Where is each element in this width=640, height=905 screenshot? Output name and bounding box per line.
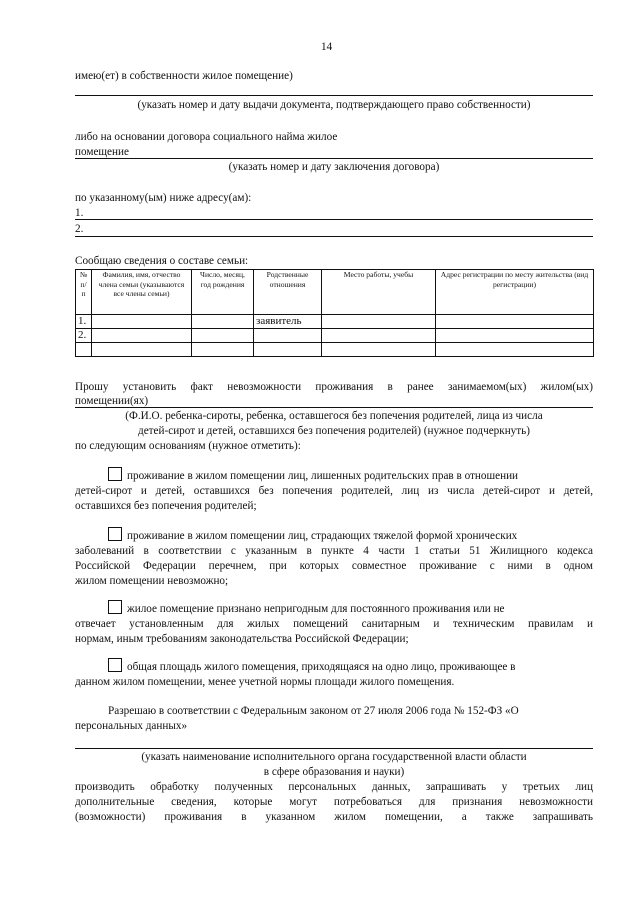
ownership-input-line[interactable]	[75, 95, 593, 96]
column-header-relation: Родственные отношения	[254, 270, 322, 315]
ownership-label: имею(ет) в собственности жилое помещение)	[75, 70, 293, 82]
family-table	[75, 269, 594, 357]
table-cell[interactable]	[92, 315, 192, 329]
table-cell: 2.	[76, 329, 92, 343]
column-header-workplace: Место работы, учебы	[322, 270, 436, 315]
request-line-2: помещении(ях)	[75, 395, 149, 407]
column-header-number: № п/ п	[76, 270, 92, 315]
ground-4-checkbox[interactable]	[108, 658, 122, 672]
child-name-caption-1: (Ф.И.О. ребенка-сироты, ребенка, оставшегося без попечения родителей, лица из числа	[125, 410, 543, 422]
page-number: 14	[321, 41, 333, 53]
ground-4-text-1: общая площадь жилого помещения, приходящаяся на одно лицо, проживающее в	[127, 661, 516, 673]
column-header-birth-date: Число, месяц, год рождения	[192, 270, 254, 315]
column-header-full-name: Фамилия, имя, отчество члена семьи (указываются все члены семьи)	[92, 270, 192, 315]
ground-1-checkbox[interactable]	[108, 467, 122, 481]
consent-body-2: дополнительные сведения, которые могут потребоваться для признания невозможности	[75, 796, 593, 808]
lease-label-line2: помещение	[75, 146, 129, 158]
authority-caption-1: (указать наименование исполнительного органа государственной власти области	[141, 751, 527, 763]
address-item-2: 2.	[75, 223, 84, 235]
address-input-line-2[interactable]	[75, 236, 593, 237]
lease-input-line[interactable]	[75, 158, 593, 159]
child-name-caption-2: детей-сирот и детей, оставшихся без попечения родителей) (нужное подчеркнуть)	[138, 425, 530, 437]
ground-1-text-1: проживание в жилом помещении лиц, лишенных родительских прав в отношении	[127, 470, 519, 482]
address-label: по указанному(ым) ниже адресу(ам):	[75, 192, 252, 204]
table-cell[interactable]	[192, 329, 254, 343]
request-line-1: Прошу установить факт невозможности проживания в ранее занимаемом(ых) жилом(ых)	[75, 381, 593, 393]
address-item-1: 1.	[75, 207, 84, 219]
lease-caption: (указать номер и дату заключения договора)	[228, 161, 440, 173]
consent-body-1: производить обработку полученных персональных данных, запрашивать у третьих лиц	[75, 781, 593, 793]
table-cell: 1.	[76, 315, 92, 329]
table-cell[interactable]	[436, 343, 594, 357]
consent-body-3: (возможности) проживания в указанном жилом помещении, а также запрашивать	[75, 811, 593, 823]
ground-2-checkbox[interactable]	[108, 527, 122, 541]
child-name-input-line[interactable]	[75, 407, 593, 408]
ground-1-text-2: детей-сирот и детей, оставшихся без попечения родителей, лиц из числа детей-сирот и детей,	[75, 485, 593, 497]
grounds-label: по следующим основаниям (нужное отметить):	[75, 440, 301, 452]
lease-label-line1: либо на основании договора социального найма жилое	[75, 131, 338, 143]
table-cell[interactable]	[192, 315, 254, 329]
ownership-caption: (указать номер и дату выдачи документа, подтверждающего право собственности)	[137, 99, 531, 111]
address-input-line-1[interactable]	[75, 219, 593, 220]
table-row	[76, 315, 594, 329]
family-heading: Сообщаю сведения о составе семьи:	[75, 255, 249, 267]
table-cell[interactable]	[92, 343, 192, 357]
ground-1-text-3: оставшихся без попечения родителей;	[75, 500, 257, 512]
consent-line-2: персональных данных»	[75, 720, 188, 732]
table-cell[interactable]	[254, 329, 322, 343]
table-cell[interactable]	[436, 329, 594, 343]
column-header-registration: Адрес регистрации по месту жительства (вид регистрации)	[436, 270, 594, 315]
table-cell[interactable]	[92, 329, 192, 343]
authority-caption-2: в сфере образования и науки)	[263, 766, 405, 778]
family-table-header	[76, 270, 594, 315]
consent-line-1: Разрешаю в соответствии с Федеральным законом от 27 июля 2006 года № 152-ФЗ «О	[108, 705, 519, 717]
ground-3-text-2: отвечает установленным для жилых помещений санитарным и техническим правилам и	[75, 618, 593, 630]
ground-2-text-3: Российской Федерации перечнем, при которых совместное проживание с ними в одном	[75, 560, 593, 572]
ground-3-text-3: нормам, иным требованиям законодательства Российской Федерации;	[75, 633, 409, 645]
ground-3-checkbox[interactable]	[108, 600, 122, 614]
table-cell: заявитель	[254, 315, 322, 329]
ground-4-text-2: данном жилом помещении, менее учетной нормы площади жилого помещения.	[75, 676, 455, 688]
table-cell[interactable]	[322, 315, 436, 329]
table-cell[interactable]	[192, 343, 254, 357]
ground-3-text-1: жилое помещение признано непригодным для постоянного проживания или не	[127, 603, 505, 615]
table-cell[interactable]	[254, 343, 322, 357]
ground-2-text-1: проживание в жилом помещении лиц, страдающих тяжелой формой хронических	[127, 530, 518, 542]
ground-2-text-2: заболеваний в соответствии с указанным в пункте 4 части 1 статьи 51 Жилищного кодекса	[75, 545, 593, 557]
authority-input-line[interactable]	[75, 748, 593, 749]
table-cell[interactable]	[322, 343, 436, 357]
table-row	[76, 329, 594, 343]
table-cell	[76, 343, 92, 357]
table-cell[interactable]	[436, 315, 594, 329]
table-row	[76, 343, 594, 357]
ground-2-text-4: жилом помещении невозможно;	[75, 575, 229, 587]
table-cell[interactable]	[322, 329, 436, 343]
